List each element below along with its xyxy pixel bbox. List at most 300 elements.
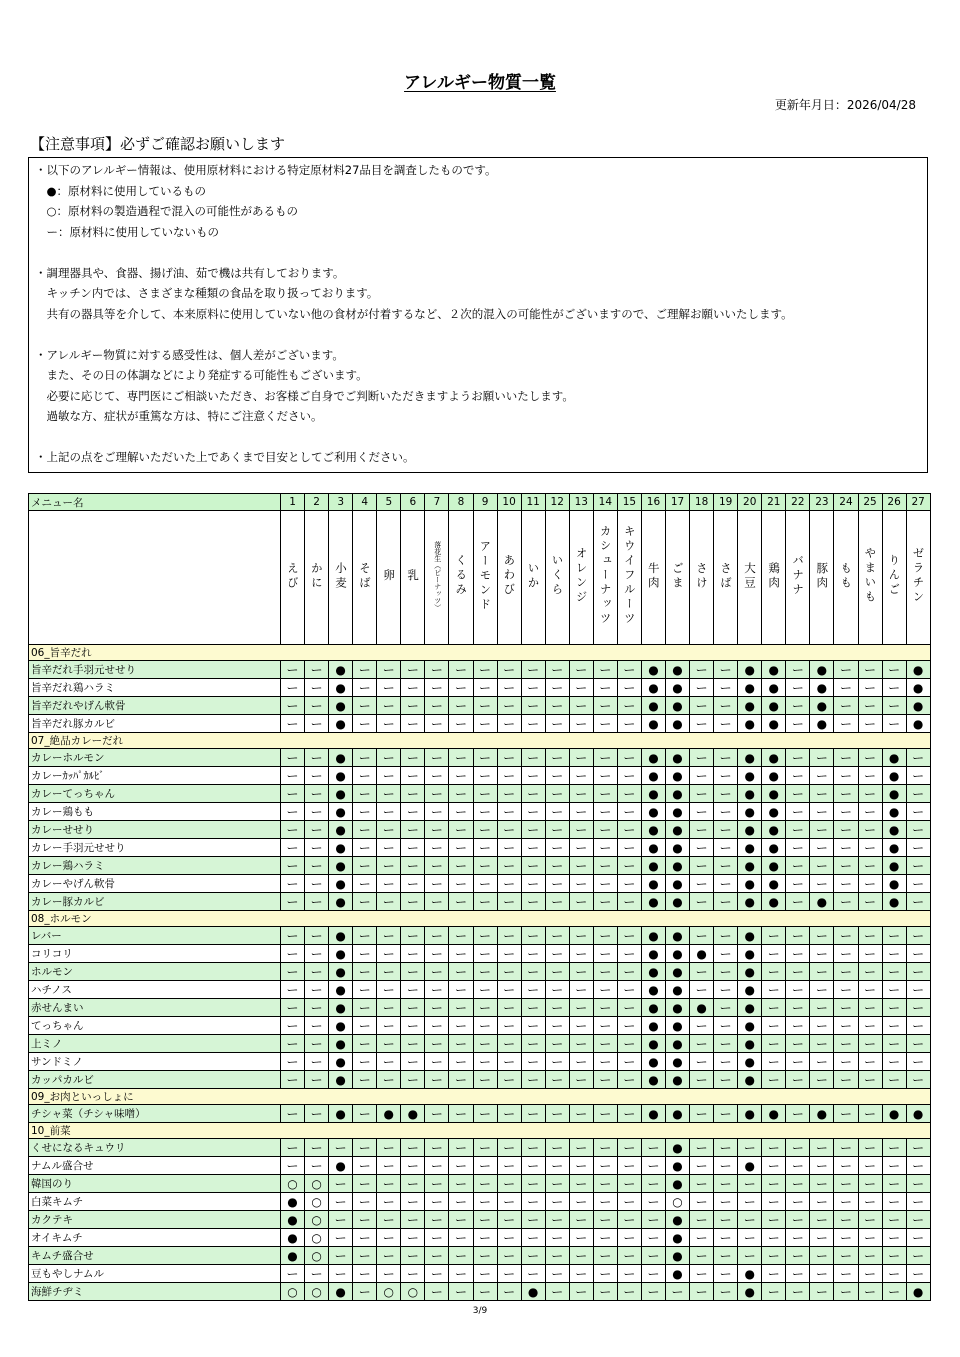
allergen-mark: ー (281, 749, 305, 767)
allergen-mark: ー (714, 875, 738, 893)
allergen-mark: ー (834, 945, 858, 963)
allergen-mark: ー (473, 785, 497, 803)
allergen-number: 26 (882, 494, 906, 511)
allergen-name-cell (786, 511, 810, 645)
allergen-mark: ー (882, 661, 906, 679)
allergen-mark: ー (521, 945, 545, 963)
allergen-number: 20 (738, 494, 762, 511)
allergen-mark: ー (569, 1283, 593, 1301)
allergen-mark: ● (329, 785, 353, 803)
allergen-name: 落花生（ピーナッツ） (433, 541, 442, 611)
allergen-mark: ー (906, 875, 930, 893)
allergen-mark: ー (281, 803, 305, 821)
allergen-mark: ー (353, 839, 377, 857)
allergen-mark: ー (858, 715, 882, 733)
allergen-mark: ー (906, 893, 930, 911)
allergen-number: 19 (714, 494, 738, 511)
allergen-mark: ー (714, 661, 738, 679)
allergen-mark: ー (593, 1139, 617, 1157)
allergen-mark: ー (353, 927, 377, 945)
allergen-mark: ー (521, 803, 545, 821)
allergen-mark: ー (786, 749, 810, 767)
allergen-mark: ー (449, 999, 473, 1017)
allergen-name: いか (526, 561, 541, 591)
allergen-mark: ー (834, 1247, 858, 1265)
allergen-mark: ー (762, 1265, 786, 1283)
allergen-mark: ー (305, 821, 329, 839)
allergen-mark: ー (377, 749, 401, 767)
allergen-mark: ● (641, 1105, 665, 1123)
menu-item-name: コリコリ (29, 945, 281, 963)
allergen-mark: ー (569, 945, 593, 963)
allergen-mark: ー (449, 893, 473, 911)
allergen-mark: ー (473, 1265, 497, 1283)
allergen-mark: ー (425, 1017, 449, 1035)
allergen-mark: ー (545, 715, 569, 733)
allergen-mark: ● (641, 839, 665, 857)
allergen-mark: ー (593, 1175, 617, 1193)
allergen-name-cell (690, 511, 714, 645)
allergen-mark: ー (714, 1035, 738, 1053)
allergen-mark: ー (617, 893, 641, 911)
allergen-mark: ー (690, 1157, 714, 1175)
allergen-mark: ● (666, 785, 690, 803)
allergen-mark: ー (690, 1175, 714, 1193)
allergen-mark: ー (425, 1265, 449, 1283)
allergen-mark: ● (666, 1071, 690, 1089)
allergen-mark: ー (906, 1193, 930, 1211)
allergen-mark: ー (762, 1139, 786, 1157)
allergen-mark: ー (690, 1247, 714, 1265)
allergen-mark: ー (353, 857, 377, 875)
allergen-name-cell (329, 511, 353, 645)
allergen-mark: ー (834, 927, 858, 945)
allergen-mark: ー (762, 927, 786, 945)
allergen-mark: ● (690, 999, 714, 1017)
allergen-mark: ー (545, 1247, 569, 1265)
allergen-mark: ー (617, 1265, 641, 1283)
table-row (29, 785, 931, 803)
allergen-mark: ー (305, 1157, 329, 1175)
allergen-mark: ー (497, 1157, 521, 1175)
category-row (29, 911, 931, 927)
allergen-mark: ー (858, 875, 882, 893)
allergen-mark: ー (401, 767, 425, 785)
allergen-mark: ● (641, 715, 665, 733)
allergen-mark: ー (569, 839, 593, 857)
notice-line: ー：原材料に使用していないもの (35, 224, 219, 239)
allergen-mark: ● (666, 1211, 690, 1229)
allergen-mark: ー (449, 1157, 473, 1175)
allergen-mark: ● (329, 893, 353, 911)
allergen-mark: ● (641, 1035, 665, 1053)
allergen-mark: ● (641, 1017, 665, 1035)
allergen-mark: ● (666, 875, 690, 893)
allergen-mark: ー (329, 1175, 353, 1193)
allergen-mark: ー (906, 1017, 930, 1035)
allergen-mark: ー (473, 1193, 497, 1211)
allergen-mark: ー (738, 1193, 762, 1211)
allergen-mark: ー (497, 1053, 521, 1071)
allergen-mark: ー (617, 1017, 641, 1035)
allergen-mark: ー (449, 1017, 473, 1035)
allergen-mark: ー (690, 1139, 714, 1157)
allergen-mark: ー (810, 945, 834, 963)
allergen-mark: ー (449, 661, 473, 679)
allergen-mark: ● (738, 715, 762, 733)
allergen-mark: ー (545, 679, 569, 697)
allergen-mark: ー (593, 875, 617, 893)
allergen-mark: ー (401, 1053, 425, 1071)
allergen-name: やまいも (863, 547, 878, 605)
allergen-mark: ー (425, 1193, 449, 1211)
allergen-mark: ー (449, 1193, 473, 1211)
allergen-mark: ー (569, 1105, 593, 1123)
allergen-mark: ー (834, 1283, 858, 1301)
allergen-mark: ー (545, 875, 569, 893)
allergen-mark: ー (617, 661, 641, 679)
allergen-mark: ー (882, 1283, 906, 1301)
allergen-mark: ー (545, 697, 569, 715)
allergen-mark: ー (882, 1193, 906, 1211)
allergen-mark: ー (810, 767, 834, 785)
allergen-mark: ● (762, 893, 786, 911)
allergen-mark: ● (329, 875, 353, 893)
allergen-name-cell (617, 511, 641, 645)
allergen-mark: ー (641, 1265, 665, 1283)
allergen-mark: ー (834, 1139, 858, 1157)
allergen-mark: ー (786, 1053, 810, 1071)
allergen-mark: ー (305, 697, 329, 715)
allergen-mark: ● (666, 697, 690, 715)
allergen-mark: ー (545, 1193, 569, 1211)
allergen-mark: ー (714, 697, 738, 715)
allergen-number: 14 (593, 494, 617, 511)
allergen-mark: ー (473, 715, 497, 733)
allergen-mark: ー (906, 785, 930, 803)
allergen-name-cell (545, 511, 569, 645)
allergen-mark: ー (810, 1283, 834, 1301)
allergen-mark: ー (545, 1157, 569, 1175)
allergen-name-cell (497, 511, 521, 645)
allergen-mark: ー (714, 999, 738, 1017)
allergen-mark: ー (593, 749, 617, 767)
allergen-mark: ー (329, 1193, 353, 1211)
allergen-mark: ー (449, 1105, 473, 1123)
allergen-mark: ー (569, 679, 593, 697)
allergen-mark: ー (473, 1229, 497, 1247)
allergen-mark: ー (425, 839, 449, 857)
allergen-mark: ー (377, 1017, 401, 1035)
allergen-mark: ● (738, 1017, 762, 1035)
allergen-mark: ー (281, 1157, 305, 1175)
allergen-mark: ● (641, 857, 665, 875)
allergen-mark: ー (641, 1247, 665, 1265)
allergen-mark: ー (834, 981, 858, 999)
allergen-mark: ● (738, 981, 762, 999)
allergen-mark: ー (449, 981, 473, 999)
allergen-mark: ー (425, 857, 449, 875)
allergen-mark: ー (473, 963, 497, 981)
allergen-mark: ー (786, 945, 810, 963)
allergen-mark: ー (401, 1229, 425, 1247)
allergen-mark: ● (738, 1105, 762, 1123)
table-row (29, 1175, 931, 1193)
allergen-number: 23 (810, 494, 834, 511)
allergen-mark: ー (545, 1105, 569, 1123)
allergen-mark: ー (690, 1265, 714, 1283)
allergen-mark: ー (449, 1175, 473, 1193)
allergen-mark: ● (738, 661, 762, 679)
allergen-name: いくら (550, 554, 565, 598)
menu-item-name: 旨辛だれ豚カルビ (29, 715, 281, 733)
allergen-number: 25 (858, 494, 882, 511)
allergen-mark: ● (401, 1105, 425, 1123)
allergen-mark: ー (690, 1053, 714, 1071)
allergen-mark: ー (882, 963, 906, 981)
allergen-mark: ー (810, 821, 834, 839)
allergen-name: ゼラチン (911, 547, 926, 605)
notice-line: ○：原材料の製造過程で混入の可能性があるもの (35, 204, 299, 218)
allergen-mark: ー (858, 767, 882, 785)
allergen-mark: ー (834, 1071, 858, 1089)
allergen-mark: ー (497, 999, 521, 1017)
allergen-mark: ー (882, 1035, 906, 1053)
menu-item-name: カクテキ (29, 1211, 281, 1229)
allergen-mark: ー (762, 1071, 786, 1089)
table-row (29, 945, 931, 963)
allergen-mark: ● (329, 981, 353, 999)
allergen-mark: ー (377, 963, 401, 981)
allergen-mark: ー (569, 1017, 593, 1035)
allergen-mark: ー (786, 963, 810, 981)
allergen-mark: ー (449, 749, 473, 767)
allergen-number: 24 (834, 494, 858, 511)
allergen-mark: ● (329, 697, 353, 715)
allergen-mark: ー (810, 963, 834, 981)
allergen-number: 11 (521, 494, 545, 511)
allergen-mark: ● (738, 1265, 762, 1283)
allergen-mark: ○ (377, 1283, 401, 1301)
allergen-mark: ー (569, 697, 593, 715)
allergen-mark: ー (858, 981, 882, 999)
menu-item-name: カレー鶏ハラミ (29, 857, 281, 875)
allergen-mark: ー (353, 1247, 377, 1265)
allergen-mark: ー (305, 749, 329, 767)
allergen-name-cell (834, 511, 858, 645)
allergen-mark: ー (834, 749, 858, 767)
allergen-mark: ● (882, 821, 906, 839)
menu-name-header-blank (29, 511, 281, 645)
allergen-mark: ー (353, 981, 377, 999)
allergen-mark: ー (617, 749, 641, 767)
allergen-mark: ー (521, 857, 545, 875)
allergen-mark: ー (690, 1229, 714, 1247)
allergen-name: オレンジ (574, 547, 589, 605)
allergen-mark: ● (641, 981, 665, 999)
allergen-name-cell (641, 511, 665, 645)
allergen-mark: ー (545, 821, 569, 839)
allergen-mark: ー (569, 963, 593, 981)
allergen-mark: ● (666, 1139, 690, 1157)
allergen-mark: ー (714, 1211, 738, 1229)
allergen-mark: ー (497, 803, 521, 821)
allergen-mark: ー (810, 1229, 834, 1247)
allergen-mark: ー (377, 1035, 401, 1053)
allergen-mark: ー (305, 785, 329, 803)
allergen-name-cell (882, 511, 906, 645)
allergen-mark: ● (762, 785, 786, 803)
category-row (29, 1123, 931, 1139)
allergen-mark: ー (521, 1175, 545, 1193)
allergen-mark: ー (473, 893, 497, 911)
allergen-mark: ● (738, 927, 762, 945)
allergen-mark: ー (377, 893, 401, 911)
allergen-mark: ー (545, 1211, 569, 1229)
allergen-mark: ー (786, 839, 810, 857)
allergen-mark: ー (353, 1105, 377, 1123)
allergen-mark: ー (714, 1071, 738, 1089)
allergen-mark: ー (834, 875, 858, 893)
allergen-mark: ー (473, 1071, 497, 1089)
allergen-mark: ー (810, 785, 834, 803)
allergen-mark: ー (617, 803, 641, 821)
table-row (29, 893, 931, 911)
allergen-mark: ー (738, 1229, 762, 1247)
allergen-mark: ー (738, 1175, 762, 1193)
allergen-mark: ー (834, 1017, 858, 1035)
allergen-mark: ー (786, 893, 810, 911)
allergen-mark: ー (329, 1229, 353, 1247)
allergen-mark: ー (714, 749, 738, 767)
allergen-mark: ー (617, 715, 641, 733)
allergen-mark: ー (906, 1211, 930, 1229)
allergen-mark: ー (786, 1193, 810, 1211)
allergen-mark: ー (545, 1053, 569, 1071)
allergen-name: えび (285, 561, 300, 591)
allergen-mark: ー (810, 749, 834, 767)
allergen-mark: ー (738, 1211, 762, 1229)
notice-heading: 【注意事項】必ずご確認お願いします (30, 135, 286, 153)
allergen-mark: ー (449, 1265, 473, 1283)
allergen-number: 4 (353, 494, 377, 511)
table-row (29, 1229, 931, 1247)
allergen-mark: ー (714, 767, 738, 785)
allergen-mark: ー (425, 1283, 449, 1301)
allergen-mark: ● (882, 857, 906, 875)
allergen-mark: ー (762, 1193, 786, 1211)
allergen-mark: ー (281, 679, 305, 697)
allergen-name: 豚肉 (815, 561, 830, 591)
allergen-mark: ー (281, 1139, 305, 1157)
allergen-mark: ー (906, 1035, 930, 1053)
allergen-mark: ー (353, 1035, 377, 1053)
allergen-mark: ● (281, 1211, 305, 1229)
allergen-mark: ● (906, 661, 930, 679)
allergen-mark: ー (762, 1229, 786, 1247)
allergen-mark: ● (738, 1157, 762, 1175)
allergen-mark: ー (810, 981, 834, 999)
menu-item-name: チシャ菜（チシャ味噌） (29, 1105, 281, 1123)
notice-line (35, 242, 927, 263)
allergen-mark: ー (377, 839, 401, 857)
allergen-number: 22 (786, 494, 810, 511)
menu-item-name: ハチノス (29, 981, 281, 999)
allergen-mark: ー (497, 1265, 521, 1283)
allergen-mark: ー (617, 945, 641, 963)
allergen-mark: ー (521, 1265, 545, 1283)
table-row (29, 1193, 931, 1211)
allergen-mark: ー (425, 661, 449, 679)
allergen-mark: ● (666, 767, 690, 785)
allergen-mark: ● (666, 1229, 690, 1247)
allergen-mark: ● (666, 893, 690, 911)
allergen-mark: ー (690, 857, 714, 875)
allergen-mark: ー (281, 1035, 305, 1053)
allergen-mark: ー (281, 927, 305, 945)
allergen-mark: ● (666, 715, 690, 733)
table-row (29, 1035, 931, 1053)
menu-item-name: 旨辛だれ鶏ハラミ (29, 679, 281, 697)
page-title: アレルギー物質一覧 (404, 73, 556, 93)
allergen-mark: ー (281, 875, 305, 893)
allergen-mark: ー (449, 1283, 473, 1301)
allergen-mark: ー (906, 981, 930, 999)
allergen-mark: ー (641, 1193, 665, 1211)
allergen-mark: ー (305, 981, 329, 999)
allergen-mark: ー (425, 999, 449, 1017)
allergen-mark: ー (425, 945, 449, 963)
allergen-name-cell (762, 511, 786, 645)
allergen-mark: ー (281, 893, 305, 911)
allergen-mark: ー (569, 821, 593, 839)
allergen-mark: ー (425, 1247, 449, 1265)
allergen-mark: ー (377, 821, 401, 839)
allergen-mark: ー (593, 1283, 617, 1301)
allergen-mark: ー (305, 945, 329, 963)
notice-line: また、その日の体調などにより発症する可能性もございます。 (35, 368, 368, 382)
allergen-mark: ー (786, 875, 810, 893)
allergen-mark: ー (401, 963, 425, 981)
category-label: 08_ホルモン (29, 911, 931, 927)
allergen-mark: ー (521, 1035, 545, 1053)
allergen-mark: ー (834, 1035, 858, 1053)
allergen-mark: ー (329, 1247, 353, 1265)
allergen-mark: ー (617, 767, 641, 785)
allergen-mark: ー (882, 1175, 906, 1193)
allergen-name-cell (353, 511, 377, 645)
allergen-mark: ー (377, 875, 401, 893)
allergen-mark: ● (738, 803, 762, 821)
allergen-mark: ー (617, 1157, 641, 1175)
allergen-mark: ー (473, 679, 497, 697)
allergen-mark: ー (497, 1139, 521, 1157)
allergen-mark: ー (473, 1157, 497, 1175)
allergen-mark: ー (497, 839, 521, 857)
allergen-mark: ー (425, 697, 449, 715)
allergen-mark: ー (305, 767, 329, 785)
allergen-mark: ー (449, 963, 473, 981)
allergen-mark: ー (858, 749, 882, 767)
notice-line: 共有の器具等を介して、本来原料に使用していない他の食材が付着するなど、２次的混入の可能性がございますので、ご理解お願いいたします。 (35, 306, 793, 321)
allergen-mark: ー (353, 963, 377, 981)
table-row (29, 749, 931, 767)
menu-item-name: 海鮮チヂミ (29, 1283, 281, 1301)
allergen-mark: ー (834, 697, 858, 715)
allergen-mark: ー (786, 679, 810, 697)
allergen-mark: ー (906, 767, 930, 785)
allergen-mark: ー (281, 715, 305, 733)
